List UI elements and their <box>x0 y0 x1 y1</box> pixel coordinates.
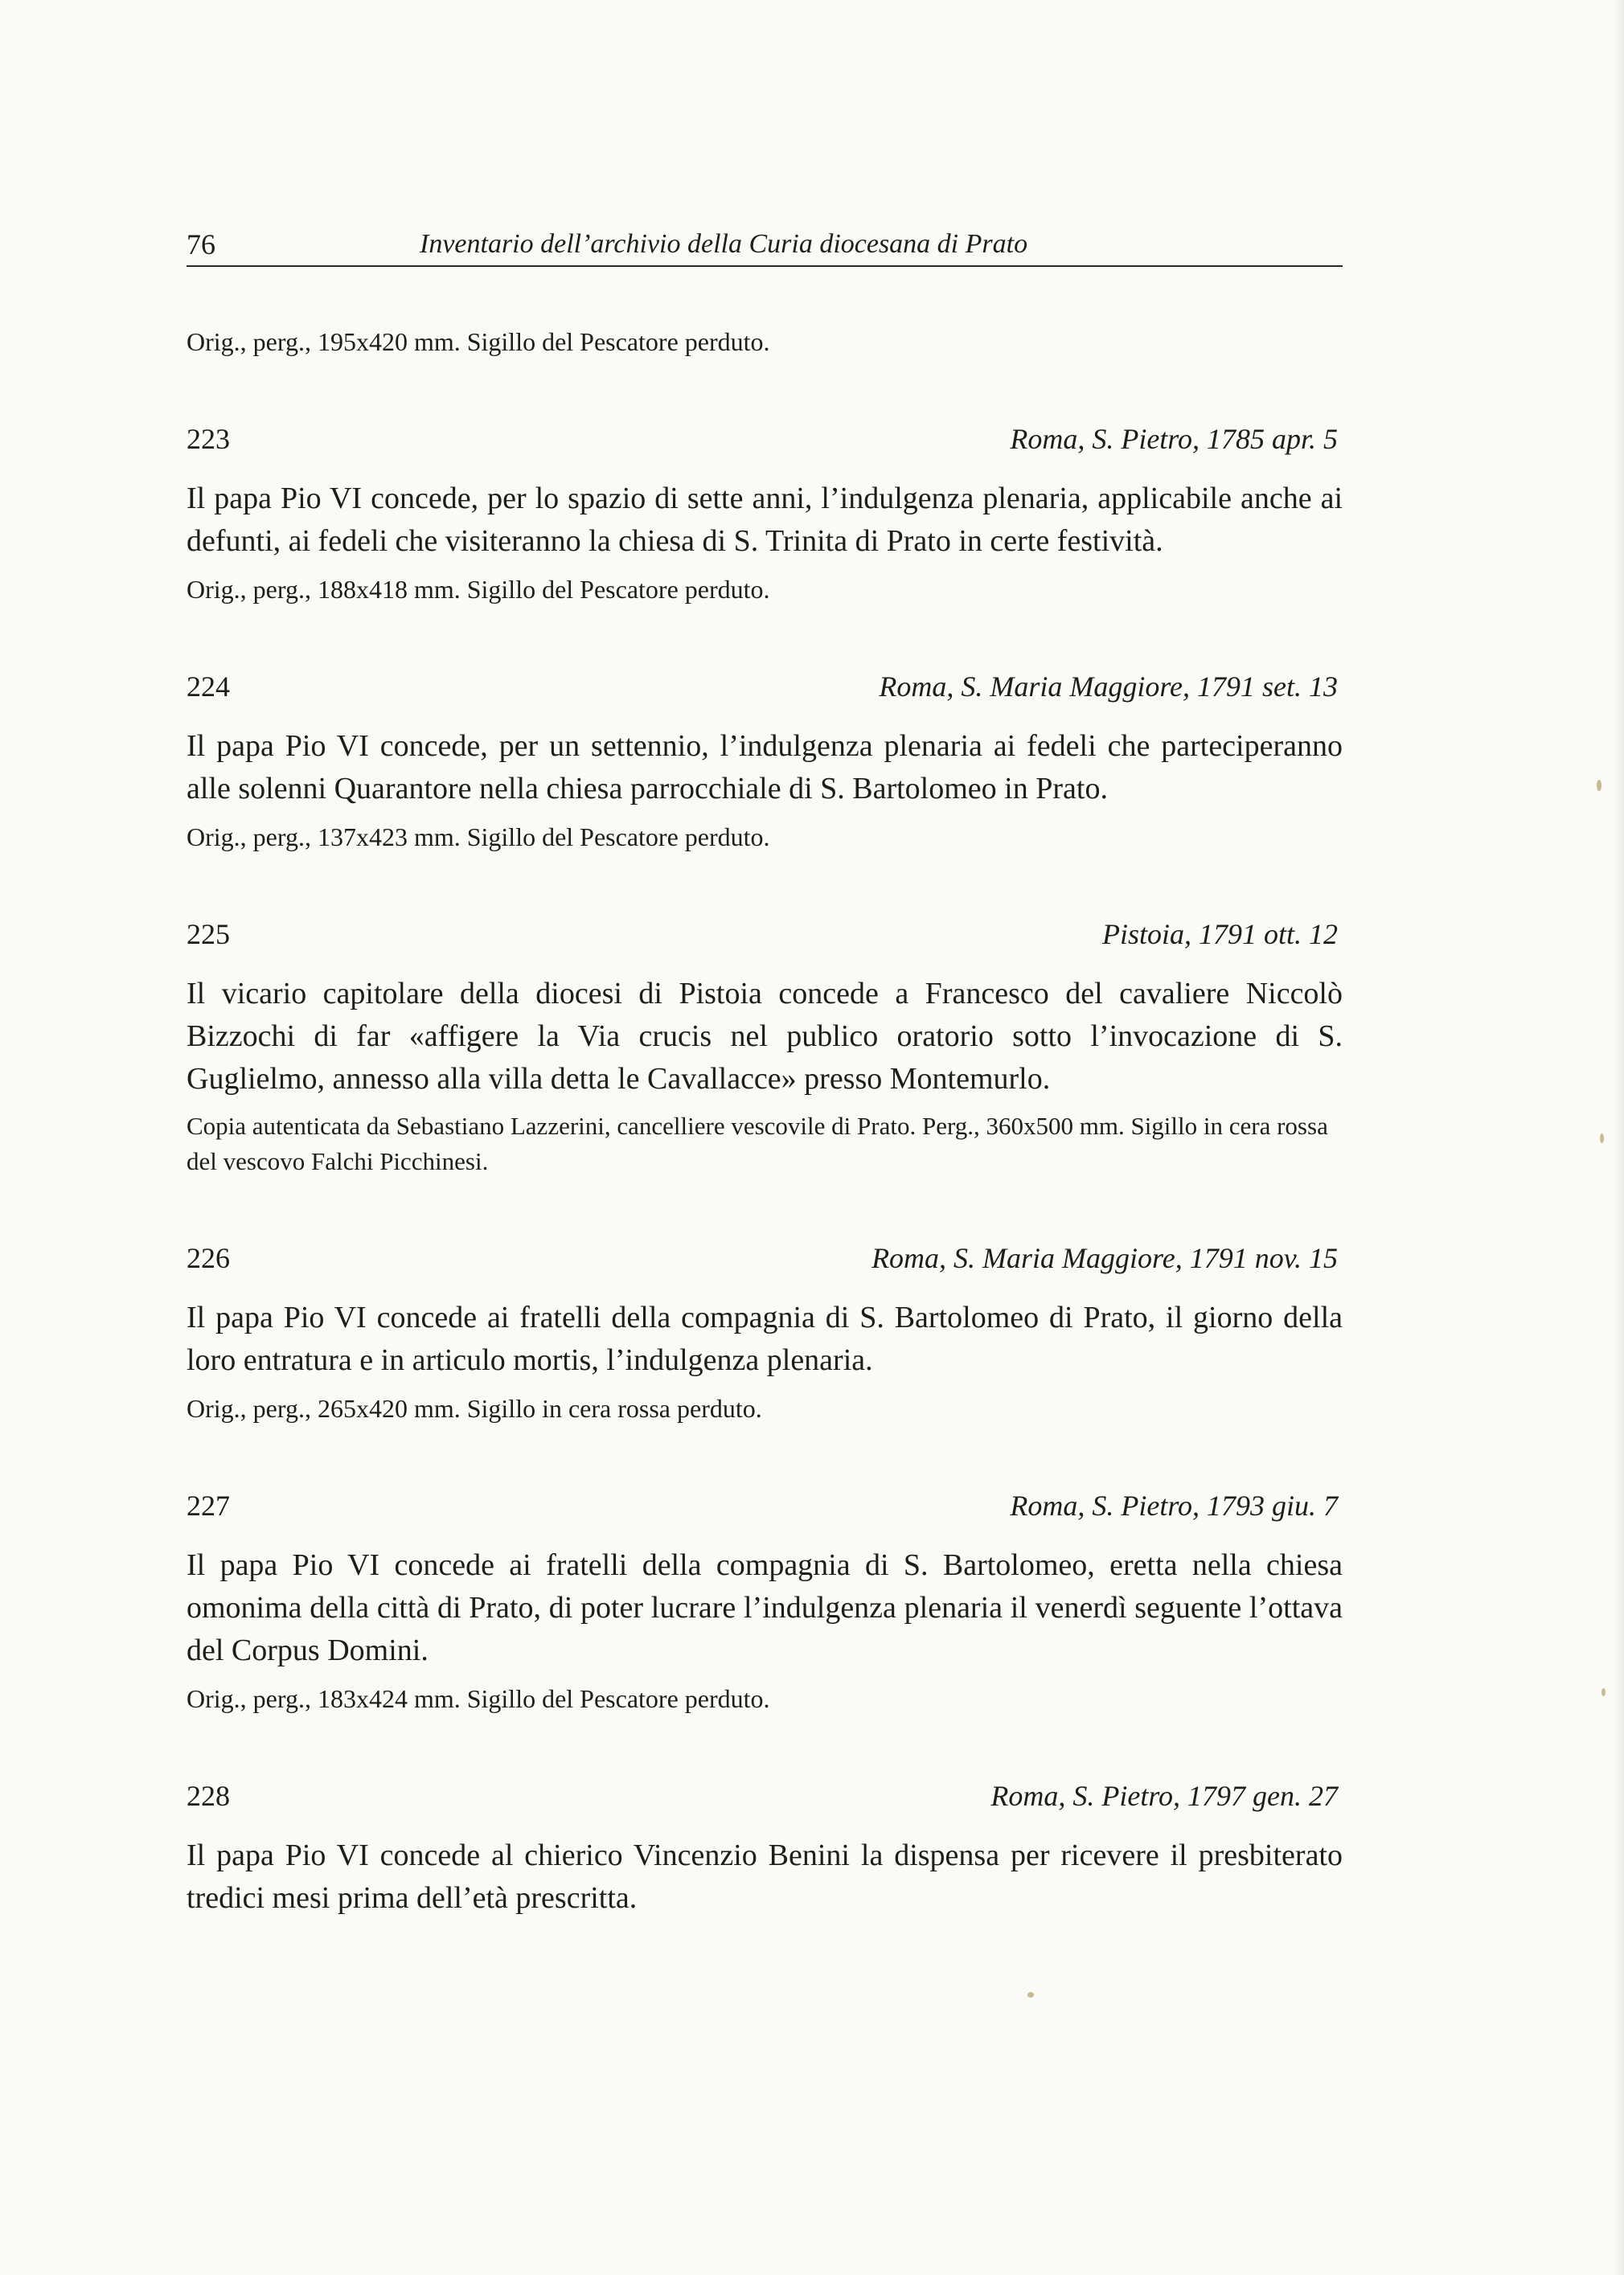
entry-note: Orig., perg., 183x424 mm. Sigillo del Pescatore perduto. <box>187 1684 770 1713</box>
entry-number: 225 <box>187 918 230 950</box>
entry-number: 227 <box>187 1490 230 1522</box>
entry-heading <box>187 1239 1343 1277</box>
entry-heading <box>187 667 1343 706</box>
page-header <box>187 225 1343 267</box>
entry-date: Roma, S. Pietro, 1797 gen. 27 <box>990 1780 1338 1812</box>
entry-note: Orig., perg., 188x418 mm. Sigillo del Pescatore perduto. <box>187 575 770 604</box>
paper-speck <box>1027 1992 1034 1998</box>
entry-number: 226 <box>187 1242 230 1274</box>
entry-note: Orig., perg., 265x420 mm. Sigillo in cera rossa perduto. <box>187 1394 762 1423</box>
lead-note: Orig., perg., 195x420 mm. Sigillo del Pescatore perduto. <box>187 327 770 356</box>
entry-date: Roma, S. Pietro, 1785 apr. 5 <box>1010 423 1338 455</box>
paper-speck <box>1597 780 1601 791</box>
entry-224 <box>187 667 1343 855</box>
entry-text: Il papa Pio VI concede ai fratelli della compagnia di S. Bartolomeo, eretta nella chiesa omonima della città di Prato, di poter lucrare l’indulgenza plenaria il venerdì seguente l’ottava del Corpus Domini. <box>187 1548 1343 1667</box>
entry-date: Roma, S. Maria Maggiore, 1791 nov. 15 <box>871 1242 1338 1274</box>
paper-speck <box>1600 1133 1604 1143</box>
entry-heading <box>187 1486 1343 1525</box>
entry-date: Pistoia, 1791 ott. 12 <box>1101 918 1338 950</box>
entry-number: 223 <box>187 423 230 455</box>
entry-heading <box>187 1777 1343 1815</box>
entry-heading <box>187 420 1343 458</box>
entry-223 <box>187 420 1343 608</box>
entry-text: Il papa Pio VI concede, per un settennio, l’indulgenza plenaria ai fedeli che parteciperanno alle solenni Quarantore nella chiesa parrocchiale di S. Bartolomeo in Prato. <box>187 729 1343 805</box>
entry-note: Copia autenticata da Sebastiano Lazzerini, cancelliere vescovile di Prato. Perg., 360x500 mm. Sigillo in cera rossa del vescovo Falchi Picchinesi. <box>187 1112 1328 1175</box>
entry-text: Il papa Pio VI concede al chierico Vincenzio Benini la dispensa per ricevere il presbiterato tredici mesi prima dell’età prescritta. <box>187 1838 1343 1915</box>
entry-text: Il papa Pio VI concede ai fratelli della compagnia di S. Bartolomeo di Prato, il giorno della loro entratura e in articulo mortis, l’indulgenza plenaria. <box>187 1301 1343 1377</box>
running-title: Inventario dell’archivio della Curia diocesana di Prato <box>420 229 1028 259</box>
entry-text: Il vicario capitolare della diocesi di Pistoia concede a Francesco del cavaliere Niccolò Bizzochi di far «affigere la Via crucis nel publico oratorio sotto l’invocazione di S. Guglielmo, annesso alla villa detta le Cavallacce» presso Montemurlo. <box>187 977 1343 1096</box>
page-body <box>187 323 1343 1920</box>
entry-date: Roma, S. Maria Maggiore, 1791 set. 13 <box>879 670 1338 703</box>
entry-date: Roma, S. Pietro, 1793 giu. 7 <box>1010 1490 1338 1522</box>
entry-number: 224 <box>187 670 230 703</box>
entry-number: 228 <box>187 1780 230 1812</box>
page-number: 76 <box>187 228 215 260</box>
entry-heading <box>187 915 1343 953</box>
entry-note: Orig., perg., 137x423 mm. Sigillo del Pescatore perduto. <box>187 822 770 851</box>
entry-text: Il papa Pio VI concede, per lo spazio di sette anni, l’indulgenza plenaria, applicabile anche ai defunti, ai fedeli che visiteranno la chiesa di S. Trinita di Prato in certe festività. <box>187 482 1343 558</box>
entry-226 <box>187 1239 1343 1427</box>
paper-speck <box>1601 1688 1606 1696</box>
entry-225 <box>187 915 1343 1179</box>
entry-227 <box>187 1486 1343 1717</box>
entry-228 <box>187 1777 1343 1920</box>
page-edge <box>1613 0 1624 2275</box>
